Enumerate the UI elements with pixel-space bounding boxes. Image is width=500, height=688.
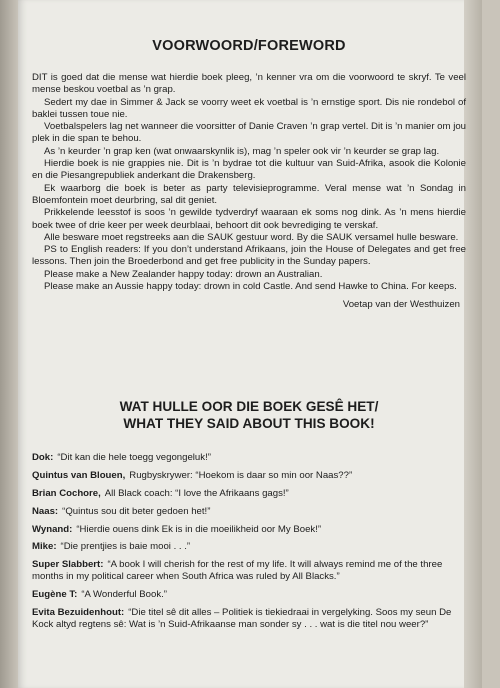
foreword-paragraph: As ’n keurder ’n grap ken (wat onwaarskynlik is), mag ’n speler ook vir ’n keurder se grap lag. [44,145,440,157]
quote-text: Rugbyskrywer: “Hoekom is daar so min oor Naas??” [129,470,353,482]
praise-title [32,398,466,432]
quote-author: Eugène T: [32,589,78,601]
quote-text: “A Wonderful Book.” [81,589,167,601]
quote-item [32,524,466,536]
quote-item [32,470,466,482]
quote-text: All Black coach: “I love the Afrikaans gags!” [104,487,289,499]
quote-author: Dok: [32,452,54,464]
praise-title-line1: WAT HULLE OOR DIE BOEK GESÊ HET/ [119,399,379,415]
quote-author: Evita Bezuidenhout: [32,607,125,619]
foreword-paragraph: Sedert my dae in Simmer & Jack se voorry weet ek voetbal is ’n ernstige sport. Dis nie rondebol of baklei tussen toue nie. [32,96,466,120]
page-edge [464,0,482,688]
quote-author: Mike: [32,541,57,553]
foreword-body [32,72,466,293]
foreword-paragraph: Prikkelende leesstof is soos ’n gewilde tydverdryf waaraan ek soms nog dink. As ’n mens hierdie boek twee of drie keer per week deurblaai, behoort dit ook bevrediging te verskaf. [32,207,466,231]
foreword-paragraph: Alle besware moet regstreeks aan die SAUK gestuur word. By die SAUK versamel hulle besware. [44,231,459,243]
praise-title-line2: WHAT THEY SAID ABOUT THIS BOOK! [123,416,375,432]
quote-author: Naas: [32,505,59,517]
quote-item [32,589,466,601]
quote-author: Quintus van Blouen, [32,470,126,482]
quote-text: “Die titel sê dit alles – Politiek is tiekiedraai in vergelyking. Soos my seun De Kock altyd regtens sê: Wat is ’n Suid-Afrikaanse man sonder sy . . . wat is die titel nou weer?” [32,607,452,631]
page-content [32,38,466,637]
quote-item [32,541,466,553]
foreword-paragraph: DIT is goed dat die mense wat hierdie boek pleeg, ’n kenner vra om die voorwoord te skryf. Te veel mense beskou voetbal as ’n grap. [32,72,466,96]
quote-item [32,452,466,464]
foreword-paragraph: Hierdie boek is nie grappies nie. Dit is ’n bydrae tot die kultuur van Suid-Afrika, asook die Kolonie en die Piesangrepubliek anderkant die Drakensberg. [32,158,466,182]
quote-author: Wynand: [32,523,73,535]
quote-text: “Dit kan die hele toegg vegongeluk!” [57,452,211,464]
quote-item [32,607,466,632]
quote-text: “Quintus sou dit beter gedoen het!” [62,505,211,517]
quote-author: Brian Cochore, [32,487,101,499]
foreword-paragraph: Please make a New Zealander happy today: drown an Australian. [44,268,323,280]
foreword-paragraph: Ek waarborg die boek is beter as party televisieprogramme. Veral mense wat ’n Sondag in Bloemfontein moet deurbring, sal dit geniet. [32,182,466,206]
foreword-paragraph: Please make an Aussie happy today: drown in cold Castle. And send Hawke to China. For keeps. [44,281,457,293]
foreword-title: VOORWOORD/FOREWORD [152,38,346,54]
foreword-signature: Voetap van der Westhuizen [342,299,460,311]
quote-item [32,488,466,500]
praise-list [32,452,466,631]
quote-text: “A book I will cherish for the rest of my life. It will always remind me of the three months in my political career when South Africa was ruled by All Blacks.” [32,559,443,583]
quote-item [32,506,466,518]
book-spine-shadow [0,0,18,688]
quote-item [32,559,466,584]
quote-author: Super Slabbert: [32,559,104,571]
quote-text: “Hierdie ouens dink Ek is in die moeilikheid oor My Boek!” [76,523,322,535]
book-page [18,0,482,688]
foreword-paragraph: PS to English readers: If you don’t understand Afrikaans, join the House of Delegates and get free lessons. Then join the Broederbond and get free publicity in the Sunday papers. [32,244,466,268]
quote-text: “Die prentjies is baie mooi . . .” [60,541,191,553]
foreword-paragraph: Voetbalspelers lag net wanneer die voorsitter of Danie Craven ’n grap vertel. Dit is ’n manier om jou plek in die span te behou. [32,121,466,145]
